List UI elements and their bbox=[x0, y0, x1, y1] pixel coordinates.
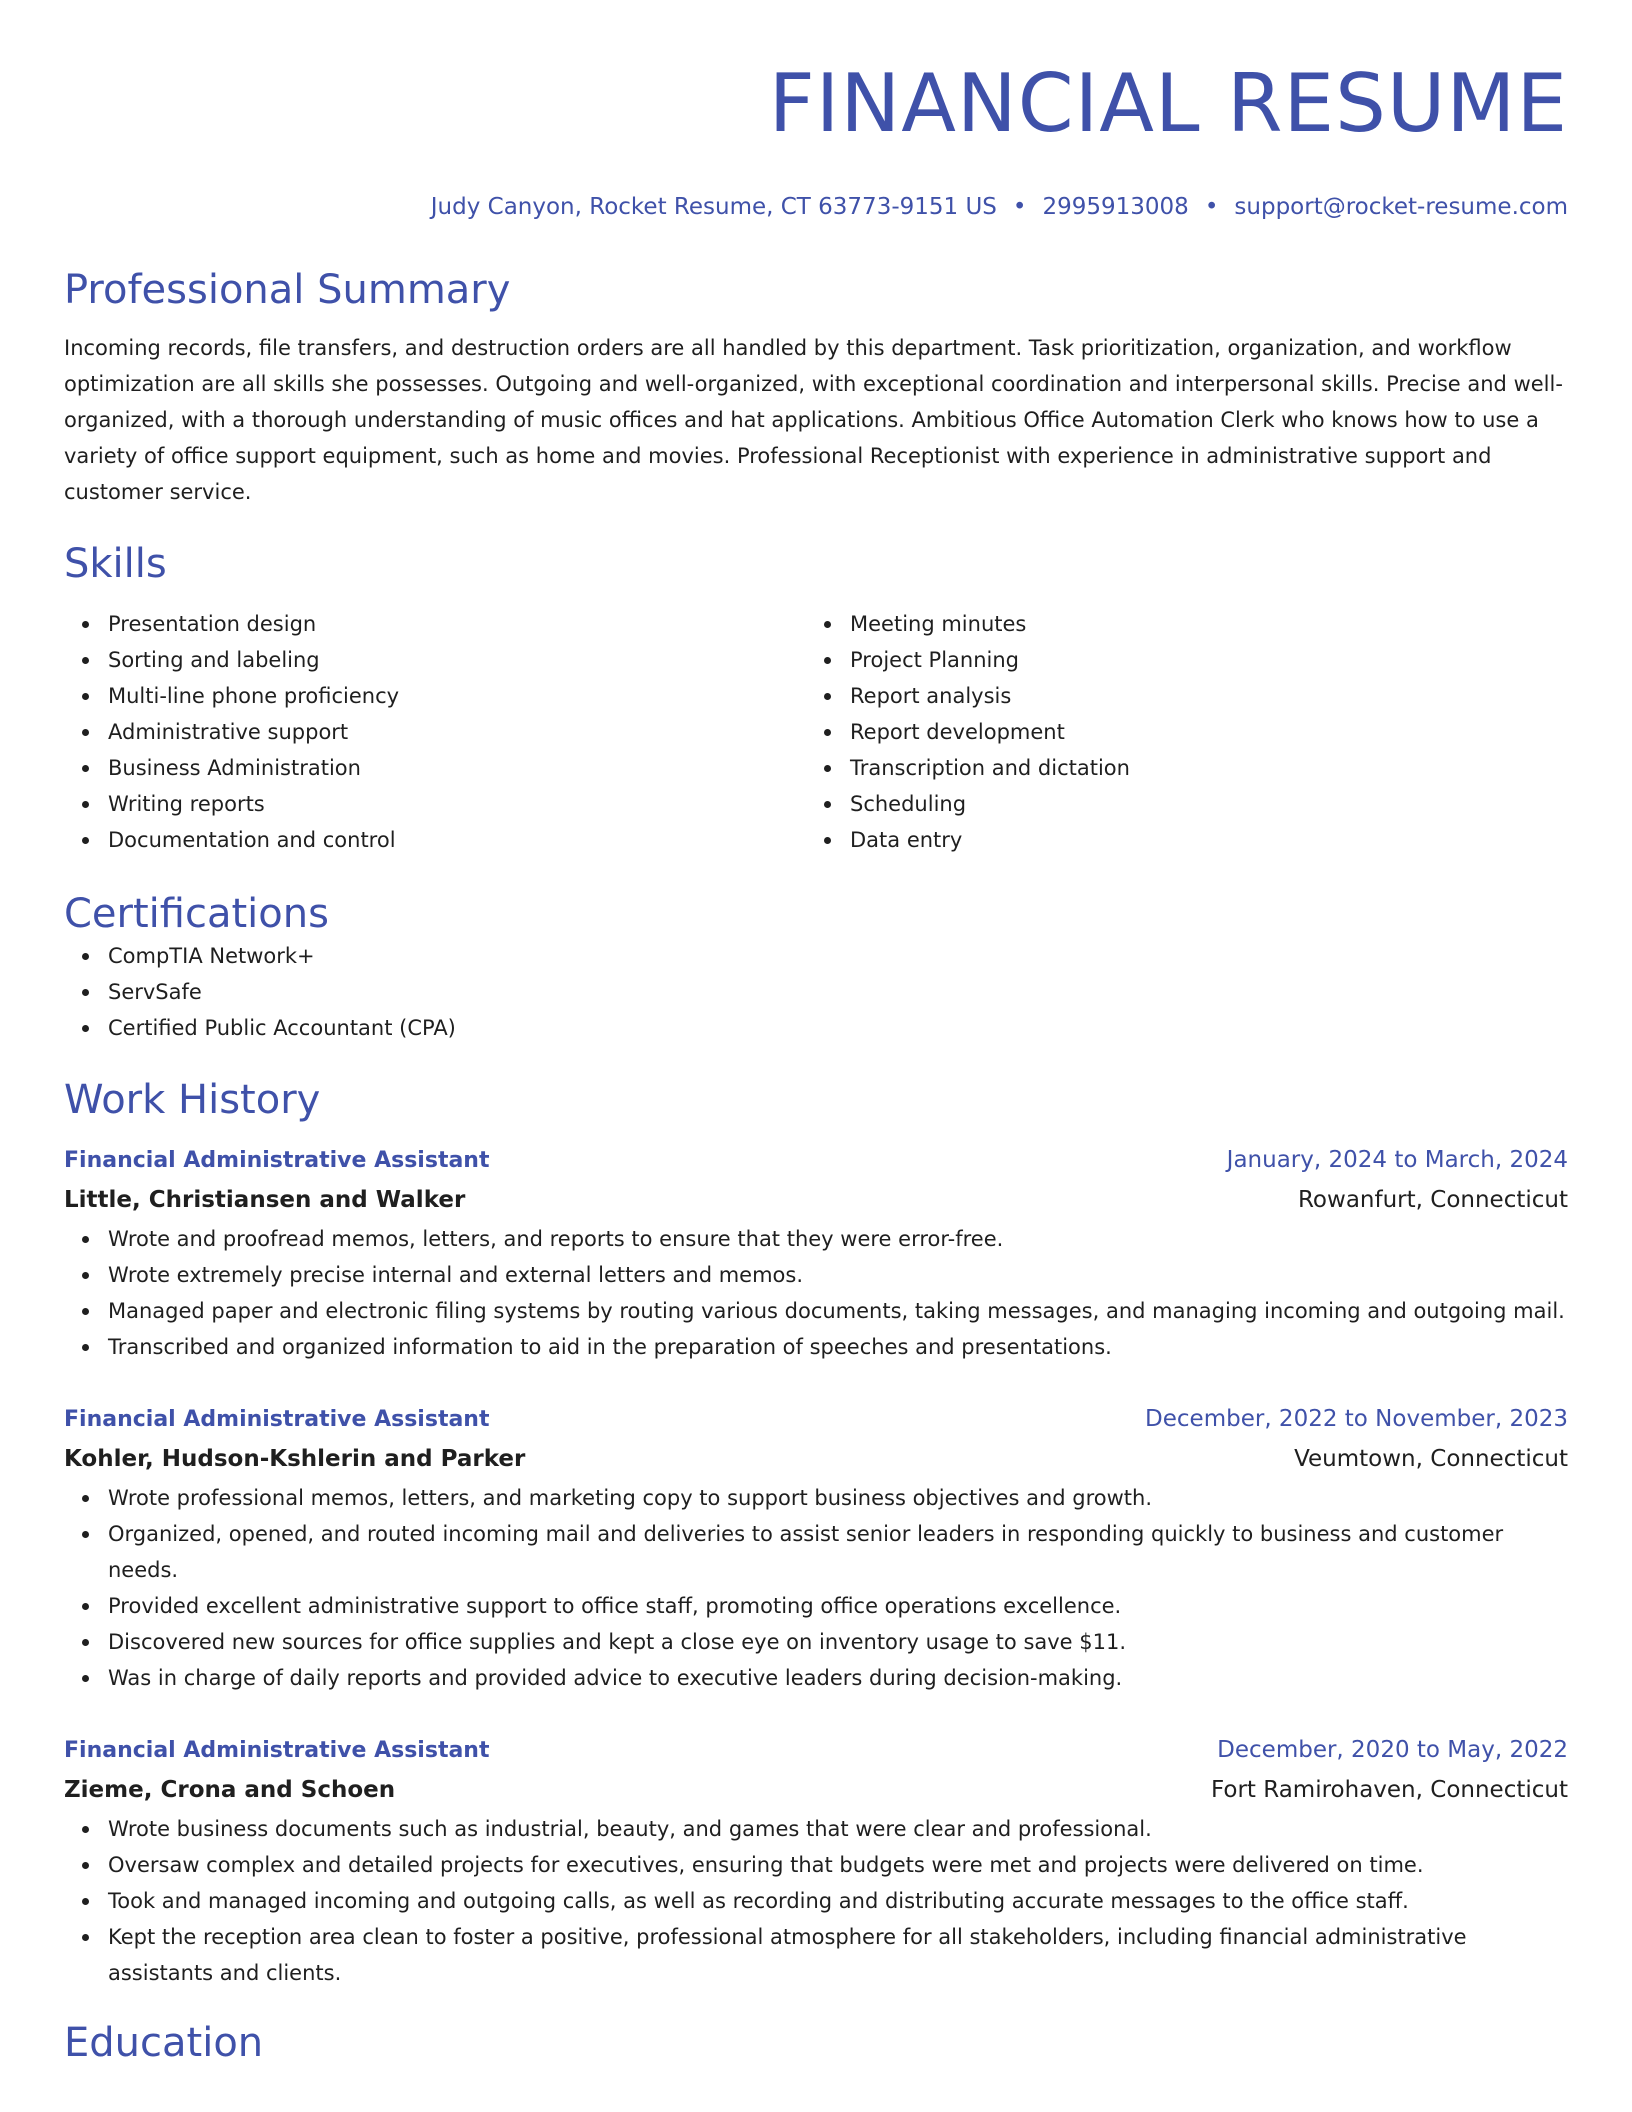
job-header-row bbox=[64, 1732, 1568, 1769]
skill-item: Project Planning bbox=[850, 642, 1548, 678]
skills-heading: Skills bbox=[64, 541, 167, 587]
skill-item: Business Administration bbox=[108, 750, 806, 786]
job-bullet: Wrote business documents such as industrial, beauty, and games that were clear and professional. bbox=[108, 1811, 1568, 1847]
skill-item: Report development bbox=[850, 714, 1548, 750]
contact-email: support@rocket-resume.com bbox=[1234, 194, 1568, 220]
work-history-heading: Work History bbox=[64, 1077, 321, 1123]
education-heading: Education bbox=[64, 2020, 264, 2066]
skill-item: Transcription and dictation bbox=[850, 750, 1548, 786]
job-bullet: Took and managed incoming and outgoing calls, as well as recording and distributing accurate messages to the office staff. bbox=[108, 1883, 1568, 1919]
job-bullets bbox=[64, 1811, 1568, 1991]
job-company: Zieme, Crona and Schoen bbox=[64, 1777, 396, 1803]
skills-column-left bbox=[64, 606, 806, 858]
skills-column-right bbox=[806, 606, 1548, 858]
job-header-row bbox=[64, 1401, 1568, 1438]
job-header-row bbox=[64, 1142, 1568, 1179]
certifications-list bbox=[64, 938, 1568, 1046]
summary-text: Incoming records, file transfers, and destruction orders are all handled by this department. Task prioritization, organization, and workflow optimization are all skills she possesses. Outgoing and well-organized, with exceptional coordination and interpersonal skills. Precise and well-organized, with a thorough understanding of music offices and hat applications. Ambitious Office Automation Clerk who knows how to use a variety of office support equipment, such as home and movies. Professional Receptionist with experience in administrative support and customer service. bbox=[64, 336, 1563, 504]
skill-item: Meeting minutes bbox=[850, 606, 1548, 642]
contact-address: Judy Canyon, Rocket Resume, CT 63773-9151 US bbox=[430, 194, 997, 220]
skill-item: Presentation design bbox=[108, 606, 806, 642]
job-bullet: Provided excellent administrative support to office staff, promoting office operations excellence. bbox=[108, 1588, 1568, 1624]
job-location: Fort Ramirohaven, Connecticut bbox=[1210, 1777, 1568, 1803]
job-bullet: Oversaw complex and detailed projects for executives, ensuring that budgets were met and projects were delivered on time. bbox=[108, 1847, 1568, 1883]
job-bullet: Discovered new sources for office supplies and kept a close eye on inventory usage to save $11. bbox=[108, 1624, 1568, 1660]
job-bullet: Wrote professional memos, letters, and marketing copy to support business objectives and growth. bbox=[108, 1480, 1568, 1516]
certification-item: Certified Public Accountant (CPA) bbox=[108, 1010, 1568, 1046]
job-bullets bbox=[64, 1221, 1568, 1365]
job-dates: January, 2024 to March, 2024 bbox=[1226, 1147, 1568, 1173]
skill-item: Multi-line phone proficiency bbox=[108, 678, 806, 714]
certifications-heading: Certifications bbox=[64, 891, 329, 937]
job-company-row bbox=[64, 1769, 1568, 1811]
certification-item: ServSafe bbox=[108, 974, 1568, 1010]
skill-item: Data entry bbox=[850, 822, 1548, 858]
job-entry bbox=[64, 1401, 1568, 1696]
contact-separator: • bbox=[1012, 194, 1027, 220]
job-entry bbox=[64, 1732, 1568, 1991]
certification-item: CompTIA Network+ bbox=[108, 938, 1568, 974]
contact-separator: • bbox=[1204, 194, 1219, 220]
skill-item: Writing reports bbox=[108, 786, 806, 822]
job-bullet: Managed paper and electronic filing systems by routing various documents, taking messages, and managing incoming and outgoing mail. bbox=[108, 1293, 1568, 1329]
skills-list-left bbox=[64, 606, 806, 858]
job-bullet: Was in charge of daily reports and provided advice to executive leaders during decision-making. bbox=[108, 1660, 1568, 1696]
resume-page bbox=[64, 0, 1568, 2067]
skill-item: Administrative support bbox=[108, 714, 806, 750]
skill-item: Sorting and labeling bbox=[108, 642, 806, 678]
job-location: Veumtown, Connecticut bbox=[1294, 1446, 1568, 1472]
job-dates: December, 2022 to November, 2023 bbox=[1145, 1406, 1568, 1432]
skill-item: Report analysis bbox=[850, 678, 1548, 714]
job-bullet: Transcribed and organized information to aid in the preparation of speeches and presentations. bbox=[108, 1329, 1568, 1365]
job-title: Financial Administrative Assistant bbox=[64, 1738, 490, 1763]
job-company-row bbox=[64, 1179, 1568, 1221]
job-bullet: Wrote and proofread memos, letters, and reports to ensure that they were error-free. bbox=[108, 1221, 1568, 1257]
skill-item: Scheduling bbox=[850, 786, 1548, 822]
job-bullet: Wrote extremely precise internal and external letters and memos. bbox=[108, 1257, 1568, 1293]
job-company: Kohler, Hudson-Kshlerin and Parker bbox=[64, 1446, 526, 1472]
job-company: Little, Christiansen and Walker bbox=[64, 1187, 466, 1213]
contact-phone: 2995913008 bbox=[1042, 194, 1189, 220]
summary-heading: Professional Summary bbox=[64, 267, 511, 313]
job-company-row bbox=[64, 1438, 1568, 1480]
contact-line bbox=[64, 192, 1568, 222]
job-title: Financial Administrative Assistant bbox=[64, 1407, 490, 1432]
resume-title: FINANCIAL RESUME bbox=[768, 57, 1568, 150]
job-bullet: Organized, opened, and routed incoming mail and deliveries to assist senior leaders in responding quickly to business and customer needs. bbox=[108, 1516, 1568, 1588]
job-location: Rowanfurt, Connecticut bbox=[1297, 1187, 1568, 1213]
job-title: Financial Administrative Assistant bbox=[64, 1148, 490, 1173]
skill-item: Documentation and control bbox=[108, 822, 806, 858]
skills-grid bbox=[64, 606, 1568, 858]
skills-list-right bbox=[806, 606, 1548, 858]
job-dates: December, 2020 to May, 2022 bbox=[1217, 1737, 1568, 1763]
job-entry bbox=[64, 1142, 1568, 1365]
job-bullets bbox=[64, 1480, 1568, 1696]
job-bullet: Kept the reception area clean to foster a positive, professional atmosphere for all stakeholders, including financial administrative assistants and clients. bbox=[108, 1919, 1568, 1991]
